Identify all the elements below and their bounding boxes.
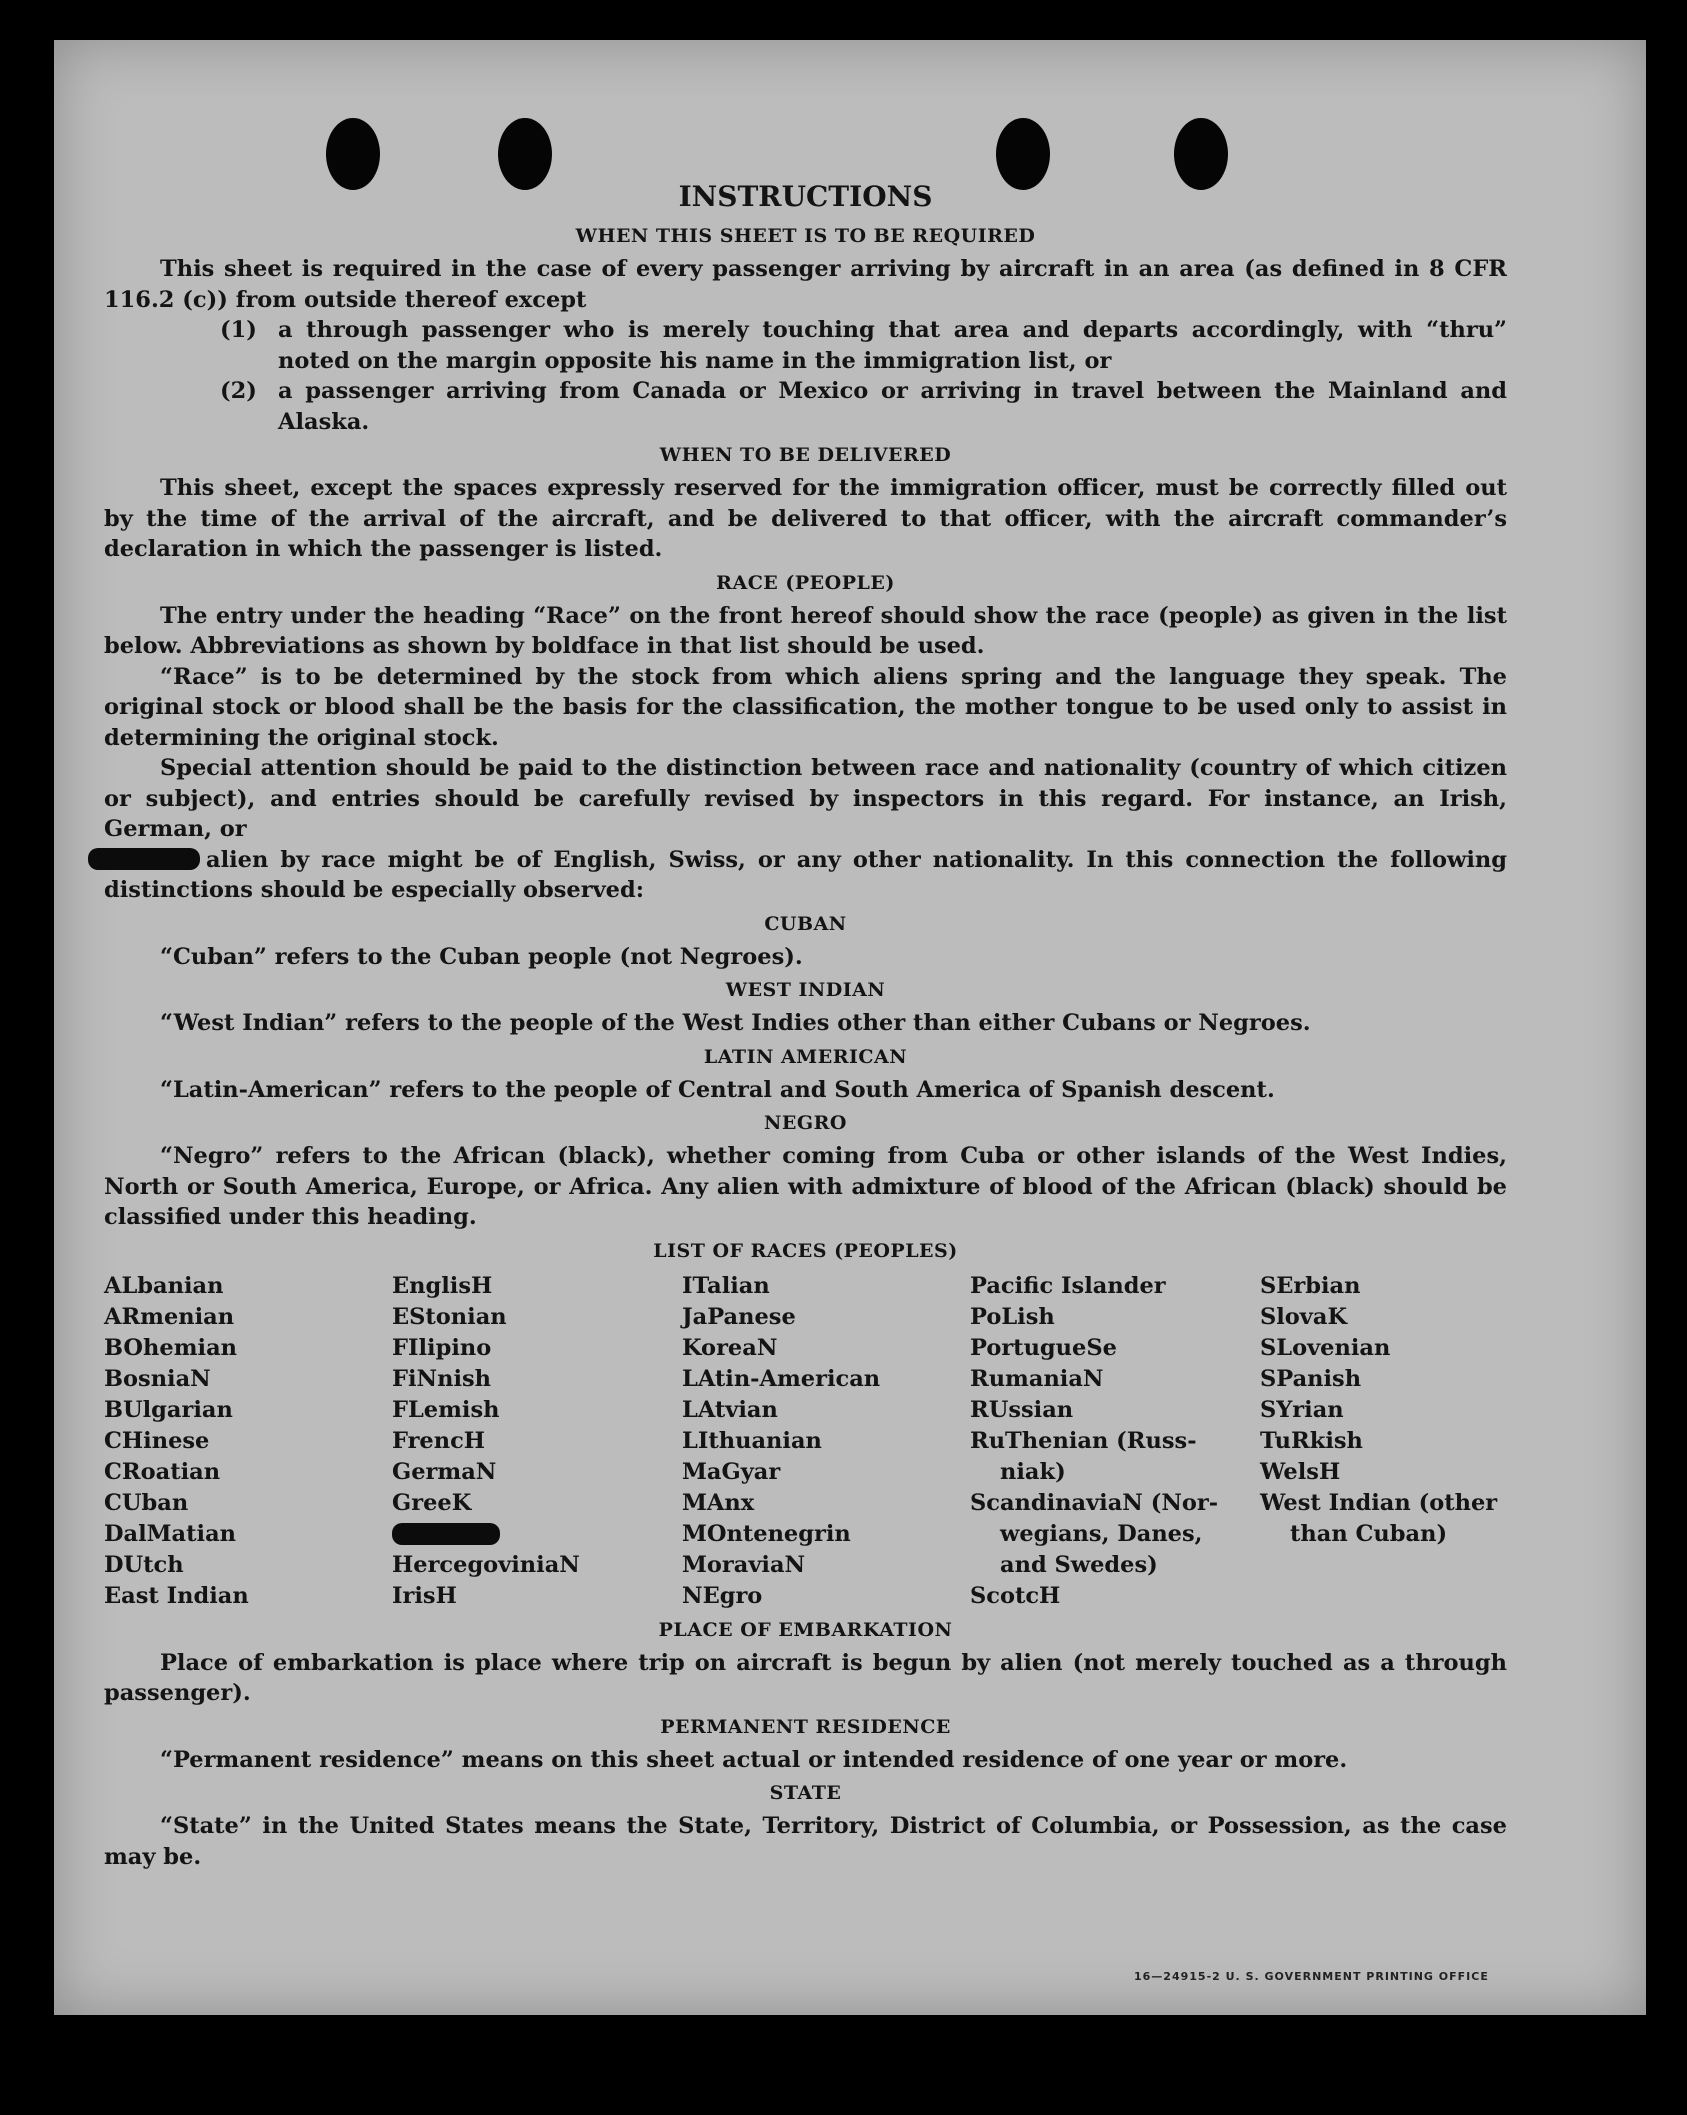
race-paragraph-3 [104, 753, 1507, 906]
race-item: NEgro [682, 1582, 763, 1609]
race-paragraph-3-b: alien by race might be of English, Swiss, or any other nationality. In this connection the following distinctions should be especially observed: [104, 846, 1507, 903]
race-item: ITalian [682, 1272, 770, 1299]
race-item: SlovaK [1260, 1303, 1348, 1330]
race-item: KoreaN [682, 1334, 778, 1361]
race-item-continued: wegians, Danes, [1000, 1520, 1203, 1547]
required-item-1 [104, 315, 1507, 376]
race-column-5 [1260, 1271, 1507, 1612]
race-paragraph-1: The entry under the heading “Race” on the front hereof should show the race (people) as given in the list below. Abbreviations as shown by boldface in that list should be used. [104, 602, 1507, 659]
embarkation-text: Place of embarkation is place where trip on aircraft is begun by alien (not merely touched as a through passenger). [104, 1649, 1507, 1706]
heading-permanent-residence: PERMANENT RESIDENCE [660, 1715, 951, 1738]
race-item: DUtch [104, 1551, 184, 1578]
race-item: MoraviaN [682, 1551, 806, 1578]
heading-race: RACE (PEOPLE) [716, 571, 895, 594]
race-item: CHinese [104, 1427, 210, 1454]
race-item: LAtin-American [682, 1365, 881, 1392]
race-item: JaPanese [682, 1303, 796, 1330]
race-item: MAnx [682, 1489, 755, 1516]
race-item: HercegoviniaN [392, 1551, 580, 1578]
race-item: Pacific Islander [970, 1272, 1166, 1299]
race-item: DalMatian [104, 1520, 237, 1547]
item-text: a through passenger who is merely touching that area and departs accordingly, with “thru” noted on the margin opposite his name in the immigration list, or [278, 317, 1507, 374]
heading-cuban: CUBAN [764, 912, 847, 935]
race-item-continued: than Cuban) [1290, 1520, 1448, 1547]
heading-west-indian: WEST INDIAN [725, 979, 886, 1001]
race-item: EStonian [392, 1303, 507, 1330]
required-intro [104, 254, 1507, 315]
race-item-continued: niak) [1000, 1458, 1066, 1485]
required-except: except [504, 286, 587, 313]
negro-text: “Negro” refers to the African (black), whether coming from Cuba or other islands of the West Indies, North or South America, Europe, or Africa. Any alien with admixture of blood of the African (black) should be classified under this heading. [104, 1143, 1507, 1230]
race-item: ARmenian [104, 1303, 235, 1330]
heading-when-required: WHEN THIS SHEET IS TO BE REQUIRED [575, 225, 1036, 247]
heading-negro: NEGRO [764, 1112, 847, 1134]
race-column-1 [104, 1271, 392, 1612]
race-item: LIthuanian [682, 1427, 822, 1454]
required-item-2 [104, 376, 1507, 437]
race-item: CRoatian [104, 1458, 221, 1485]
race-item: BUlgarian [104, 1396, 233, 1423]
race-item: FLemish [392, 1396, 500, 1423]
race-item: SPanish [1260, 1365, 1362, 1392]
race-item: West Indian (other [1260, 1489, 1498, 1516]
delivered-text: This sheet, except the spaces expressly reserved for the immigration officer, must be correctly filled out by the time of the arrival of the aircraft, and be delivered to that officer, with the aircraft commander’s declaration in which the passenger is listed. [104, 475, 1507, 562]
item-text: a passenger arriving from Canada or Mexico or arriving in travel between the Mainland and Alaska. [278, 378, 1507, 435]
race-list [104, 1271, 1507, 1612]
race-item: TuRkish [1260, 1427, 1363, 1454]
race-item: RUssian [970, 1396, 1074, 1423]
required-intro-text: This sheet is required in the case of every passenger arriving by aircraft in an area (as defined in 8 CFR 116.2 (c)) from outside thereof [104, 256, 1507, 313]
heading-state: STATE [769, 1782, 842, 1804]
race-item: FiNnish [392, 1365, 492, 1392]
race-item: PoLish [970, 1303, 1055, 1330]
race-item: GreeK [392, 1489, 472, 1516]
item-number: (1) [220, 317, 257, 343]
heading-latin-american: LATIN AMERICAN [703, 1045, 908, 1068]
permanent-residence-text: “Permanent residence” means on this sheet actual or intended residence of one year or more. [160, 1746, 1348, 1773]
race-paragraph-3-a: Special attention should be paid to the distinction between race and nationality (country of which citizen or subject), and entries should be carefully revised by inspectors in this regard. For instance, an Irish, German, or [104, 755, 1507, 842]
heading-embarkation: PLACE OF EMBARKATION [658, 1618, 953, 1641]
latin-american-text: “Latin-American” refers to the people of Central and South America of Spanish descent. [160, 1076, 1275, 1103]
west-indian-text: “West Indian” refers to the people of the West Indies other than either Cubans or Negroes. [160, 1010, 1311, 1036]
instructions-body [104, 178, 1507, 1872]
state-text: “State” in the United States means the State, Territory, District of Columbia, or Possession, as the case may be. [104, 1813, 1507, 1870]
race-item: FrencH [392, 1427, 486, 1454]
race-item: FIlipino [392, 1334, 492, 1361]
race-paragraph-2: “Race” is to be determined by the stock from which aliens spring and the language they speak. The original stock or blood shall be the basis for the classification, the mother tongue to be used only to assist in determining the original stock. [104, 663, 1507, 751]
page-title: INSTRUCTIONS [678, 180, 933, 213]
race-item: IrisH [392, 1582, 457, 1609]
race-item: BOhemian [104, 1334, 238, 1361]
race-column-4 [970, 1271, 1260, 1612]
race-item: CUban [104, 1489, 189, 1516]
item-number: (2) [220, 378, 257, 404]
printing-office-footer: 16—24915-2 U. S. GOVERNMENT PRINTING OFFICE [1134, 1970, 1489, 1983]
race-item: LAtvian [682, 1396, 778, 1423]
heading-list-of-races: LIST OF RACES (PEOPLES) [653, 1239, 958, 1262]
race-item: RumaniaN [970, 1365, 1104, 1392]
race-item: GermaN [392, 1458, 497, 1485]
race-column-3 [682, 1271, 970, 1612]
race-item: East Indian [104, 1582, 249, 1609]
race-item: WelsH [1260, 1458, 1341, 1485]
redaction-mark [88, 848, 200, 870]
race-item: SErbian [1260, 1272, 1361, 1299]
race-item: ALbanian [104, 1272, 224, 1299]
heading-when-delivered: WHEN TO BE DELIVERED [659, 444, 952, 466]
race-item: BosniaN [104, 1365, 211, 1392]
race-item: ScandinaviaN (Nor- [970, 1489, 1219, 1516]
race-item: MOntenegrin [682, 1520, 851, 1547]
redaction-mark [392, 1523, 500, 1545]
race-item: SLovenian [1260, 1334, 1391, 1361]
race-item: PortugueSe [970, 1334, 1117, 1361]
race-item: RuThenian (Russ- [970, 1427, 1197, 1454]
race-item: SYrian [1260, 1396, 1344, 1423]
race-item-continued: and Swedes) [1000, 1551, 1158, 1578]
race-item: MaGyar [682, 1458, 781, 1485]
race-column-2 [392, 1271, 682, 1612]
race-item: ScotcH [970, 1582, 1061, 1609]
race-item: EnglisH [392, 1272, 493, 1299]
cuban-text: “Cuban” refers to the Cuban people (not Negroes). [160, 943, 803, 970]
